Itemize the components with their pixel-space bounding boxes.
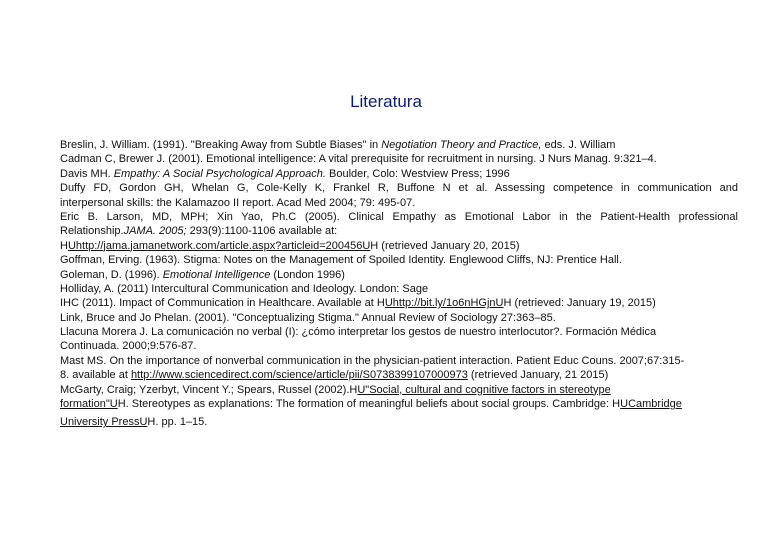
reference-line xyxy=(60,239,738,253)
reference-link[interactable]: Uhttp://jama.jamanetwork.com/article.aspx?articleid=200456U xyxy=(67,239,371,252)
reference-text: Davis MH. xyxy=(60,167,114,180)
reference-line xyxy=(60,224,738,238)
reference-text: Link, Bruce and Jo Phelan. (2001). "Conceptualizing Stigma." Annual Review of Sociology 27:363–85. xyxy=(60,311,556,324)
reference-line xyxy=(60,354,738,368)
reference-text: Mast MS. On the importance of nonverbal communication in the physician-patient interaction. Patient Educ Couns. 2007;67:315- xyxy=(60,354,685,367)
reference-text: McGarty, Craig; Yzerbyt, Vincent Y.; Spears, Russel (2002).H xyxy=(60,383,358,396)
reference-text: interpersonal skills: the Kalamazoo II report. Acad Med 2004; 79: 495-07. xyxy=(60,196,416,209)
italic-title: Empathy: A Social Psychological Approach. xyxy=(113,167,326,180)
reference-text: IHC (2011). Impact of Communication in Healthcare. Available at H xyxy=(60,297,385,310)
reference-text: Breslin, J. William. (1991). "Breaking Away from Subtle Biases" in xyxy=(60,139,382,151)
reference-text: H (retrieved: January 19, 2015) xyxy=(503,297,656,310)
reference-text: Llacuna Morera J. La comunicación no verbal (I): ¿cómo interpretar los gestos de nuestro interlocutor?. Formación Médica xyxy=(60,326,657,339)
reference-text: eds. J. William xyxy=(541,139,616,151)
reference-text: Goffman, Erving. (1963). Stigma: Notes on the Management of Spoiled Identity. Englewood Cliffs, NJ: Prentice Hall. xyxy=(60,254,622,267)
reference-line xyxy=(60,152,738,166)
reference-text: H. pp. 1–15. xyxy=(147,416,208,429)
reference-link[interactable]: U xyxy=(139,416,148,429)
reference-line xyxy=(60,253,738,267)
reference-line xyxy=(60,415,738,429)
reference-text: Eric B. Larson, MD, MPH; Xin Yao, Ph.C (2005). Clinical Empathy as Emotional Labor in the Patient-Health professional xyxy=(60,210,738,223)
reference-line xyxy=(60,311,738,325)
reference-text: H xyxy=(60,239,68,252)
reference-text: H (retrieved January 20, 2015) xyxy=(370,239,520,252)
page-title: Literatura xyxy=(350,92,422,111)
reference-text: 293(9):1100-1106 available at: xyxy=(186,225,338,238)
reference-text: (retrieved January, 21 2015) xyxy=(467,369,609,382)
reference-link[interactable]: http://www.sciencedirect.com/science/article/pii/S0738399107000973 xyxy=(130,369,468,382)
reference-link[interactable]: formation"U xyxy=(60,398,118,411)
reference-line xyxy=(60,138,738,152)
reference-text: Duffy FD, Gordon GH, Whelan G, Cole-Kelly K, Frankel R, Buffone N et al. Assessing competence in communication and xyxy=(60,182,738,195)
reference-link[interactable]: University Press xyxy=(60,416,140,429)
reference-line xyxy=(60,268,738,282)
reference-text: Relationship. xyxy=(60,225,124,238)
reference-list xyxy=(60,138,738,430)
reference-text: Boulder, Colo: Westview Press; 1996 xyxy=(325,167,510,180)
reference-line xyxy=(60,368,738,382)
reference-link[interactable]: UCambridge xyxy=(620,398,682,411)
reference-text: Continuada. 2000;9:576-87. xyxy=(60,340,197,353)
reference-text: H. Stereotypes as explanations: The formation of meaningful beliefs about social groups. Cambridge: H xyxy=(117,398,621,411)
reference-line xyxy=(60,383,738,397)
reference-line xyxy=(60,181,738,195)
reference-line xyxy=(60,196,738,210)
reference-text: Goleman, D. (1996). xyxy=(60,268,163,281)
reference-line xyxy=(60,167,738,181)
italic-title: Emotional Intelligence xyxy=(162,268,271,281)
reference-text: Holliday, A. (2011) Intercultural Communication and Ideology. London: Sage xyxy=(60,282,429,295)
reference-line xyxy=(60,325,738,339)
reference-line xyxy=(60,339,738,353)
italic-title: Negotiation Theory and Practice, xyxy=(381,139,542,151)
reference-line xyxy=(60,296,738,310)
reference-line xyxy=(60,282,738,296)
reference-text: 8. available at xyxy=(60,369,131,382)
reference-text: (London 1996) xyxy=(270,268,345,281)
reference-text: Cadman C, Brewer J. (2001). Emotional intelligence: A vital prerequisite for recruitment in nursing. J Nurs Manag. 9:321–4. xyxy=(60,153,657,166)
italic-title: JAMA. 2005; xyxy=(123,225,187,238)
reference-line xyxy=(60,397,738,411)
reference-link[interactable]: U"Social, cultural and cognitive factors in stereotype xyxy=(357,383,611,396)
reference-line xyxy=(60,210,738,224)
reference-link[interactable]: Uhttp://bit.ly/1o6nHGjnU xyxy=(384,297,504,310)
